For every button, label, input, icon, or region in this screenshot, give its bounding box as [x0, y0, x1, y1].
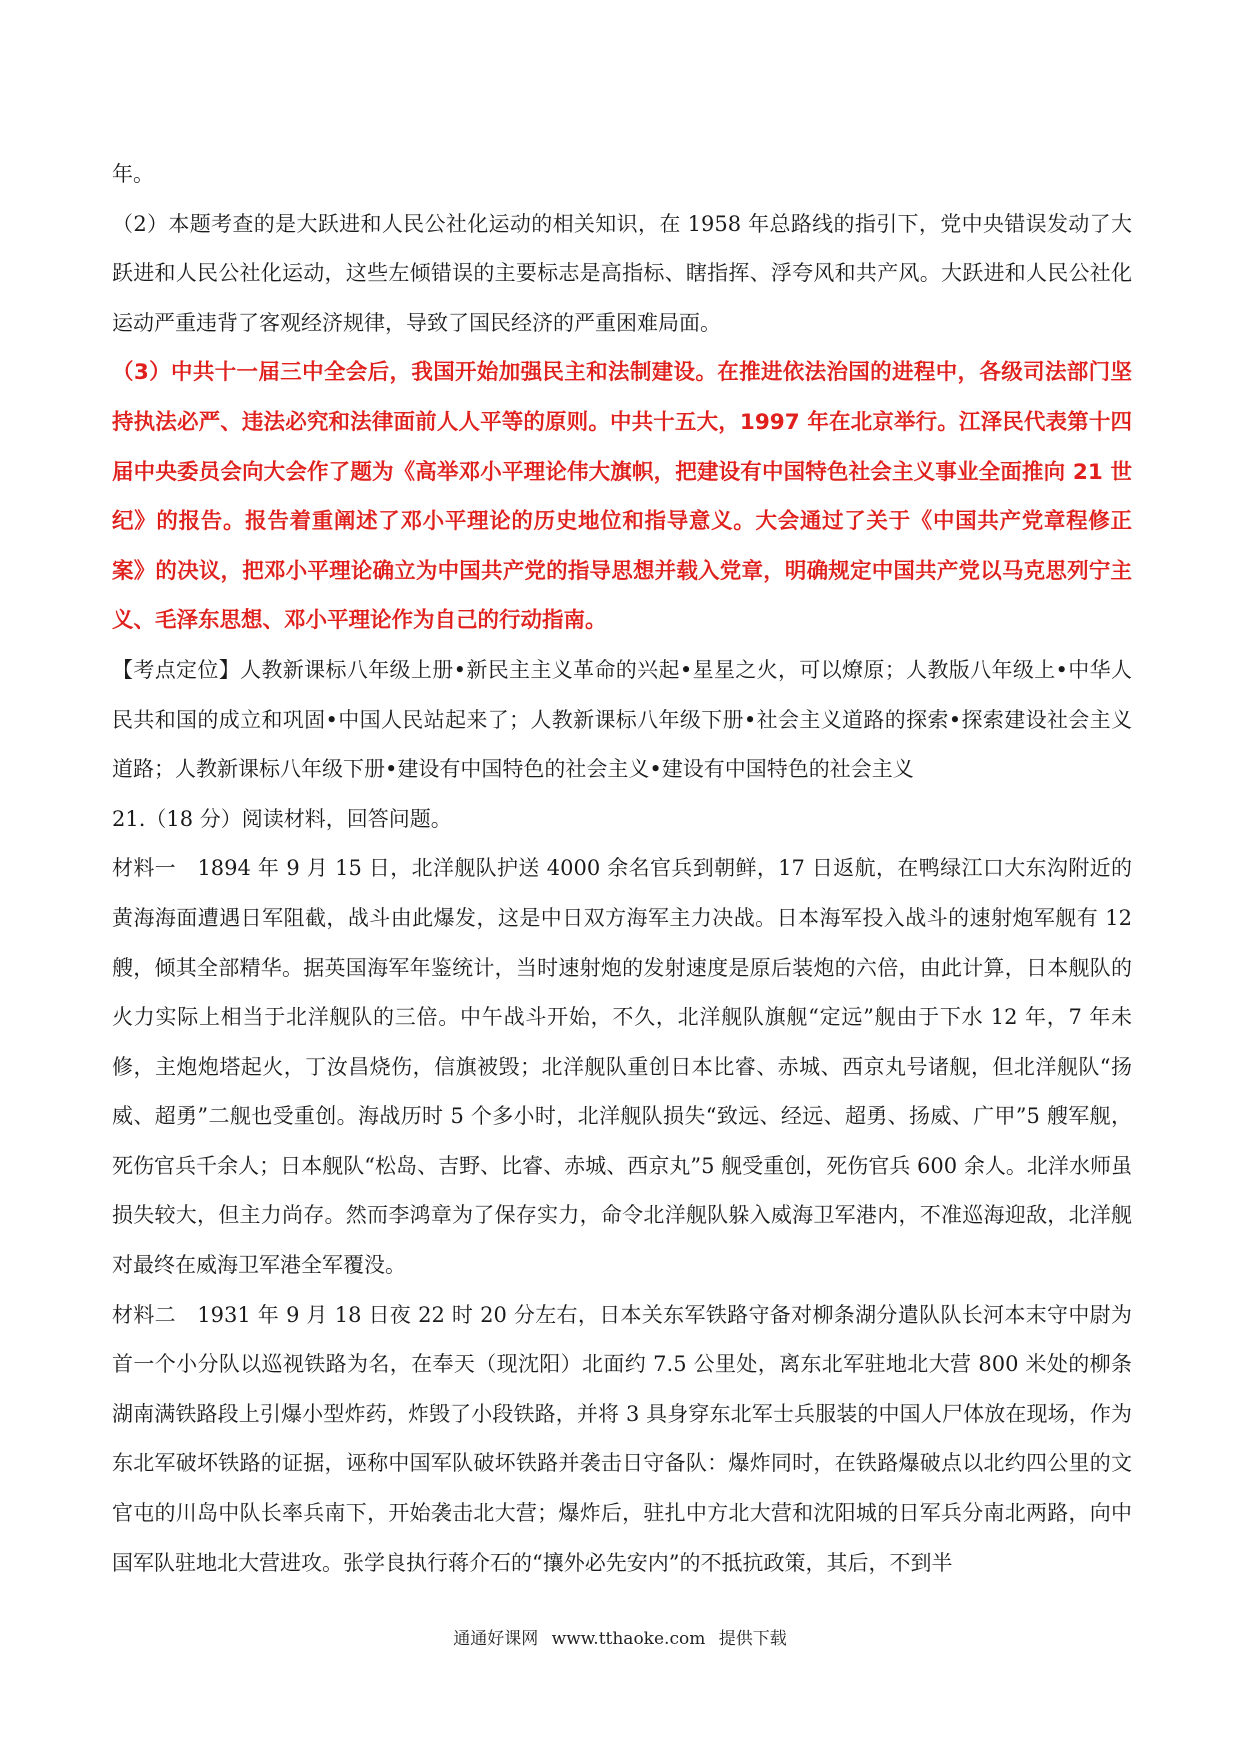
- paragraph-year-end: 年。: [112, 162, 154, 186]
- material-1: 材料一 1894 年 9 月 15 日，北洋舰队护送 4000 余名官兵到朝鲜，17 日返航，在鸭绿江口大东沟附近的黄海海面遭遇日军阻截，战斗由此爆发，这是中日双方海军主力决战。日本海军投入战斗的速射炮军舰有 12 艘，倾其全部精华。据英国海军年鉴统计，当时速射炮的发射速度是原后装炮的六倍，由此计算，日本舰队的火力实际上相当于北洋舰队的三倍。中午战斗开始，不久，北洋舰队旗舰“定远”舰由于下水 12 年，7 年未修，主炮炮塔起火，丁汝昌烧伤，信旗被毁；北洋舰队重创日本比睿、赤城、西京丸号诸舰，但北洋舰队“扬威、超勇”二舰也受重创。海战历时 5 个多小时，北洋舰队损失“致远、经远、超勇、扬威、广甲”5 艘军舰，死伤官兵千余人；日本舰队“松岛、吉野、比睿、赤城、西京丸”5 舰受重创，死伤官兵 600 余人。北洋水师虽损失较大，但主力尚存。然而李鸿章为了保存实力，命令北洋舰队躲入威海卫军港内，不准巡海迎敌，北洋舰对最终在威海卫军港全军覆没。: [112, 856, 1132, 1278]
- paragraph-answer-2: （2）本题考查的是大跃进和人民公社化运动的相关知识，在 1958 年总路线的指引下，党中央错误发动了大跃进和人民公社化运动，这些左倾错误的主要标志是高指标、瞎指挥、浮夸风和共产风。大跃进和人民公社化运动严重违背了客观经济规律，导致了国民经济的严重困难局面。: [112, 211, 1132, 335]
- footer-site: 通通好课网: [453, 1629, 539, 1649]
- footer-url: www.tthaoke.com: [551, 1629, 706, 1649]
- document-body: [112, 150, 1132, 1588]
- material-2: 材料二 1931 年 9 月 18 日夜 22 时 20 分左右，日本关东军铁路守备对柳条湖分遣队队长河本末守中尉为首一个小分队以巡视铁路为名，在奉天（现沈阳）北面约 7.5 公里处，离东北军驻地北大营 800 米处的柳条湖南满铁路段上引爆小型炸药，炸毁了小段铁路，并将 3 具身穿东北军士兵服装的中国人尸体放在现场，作为东北军破坏铁路的证据，诬称中国军队破坏铁路并袭击日守备队：爆炸同时，在铁路爆破点以北约四公里的文官屯的川岛中队长率兵南下，开始袭击北大营；爆炸后，驻扎中方北大营和沈阳城的日军兵分南北两路，向中国军队驻地北大营进攻。张学良执行蒋介石的“攘外必先安内”的不抵抗政策，其后，不到半: [112, 1302, 1132, 1575]
- question-21: 21.（18 分）阅读材料，回答问题。: [112, 806, 452, 831]
- paragraph-kaodian: 【考点定位】人教新课标八年级上册•新民主主义革命的兴起•星星之火，可以燎原；人教版八年级上•中华人民共和国的成立和巩固•中国人民站起来了；人教新课标八年级下册•社会主义道路的探索•探索建设社会主义道路；人教新课标八年级下册•建设有中国特色的社会主义•建设有中国特色的社会主义: [112, 657, 1132, 782]
- page-footer: [0, 1624, 1240, 1649]
- footer-note: 提供下载: [718, 1629, 787, 1649]
- paragraph-answer-3: （3）中共十一届三中全会后，我国开始加强民主和法制建设。在推进依法治国的进程中，各级司法部门坚持执法必严、违法必究和法律面前人人平等的原则。中共十五大，1997 年在北京举行。江泽民代表第十四届中央委员会向大会作了题为《高举邓小平理论伟大旗帜，把建设有中国特色社会主义事业全面推向 21 世纪》的报告。报告着重阐述了邓小平理论的历史地位和指导意义。大会通过了关于《中国共产党章程修正案》的决议，把邓小平理论确立为中国共产党的指导思想并载入党章，明确规定中国共产党以马克思列宁主义、毛泽东思想、邓小平理论作为自己的行动指南。: [112, 360, 1132, 634]
